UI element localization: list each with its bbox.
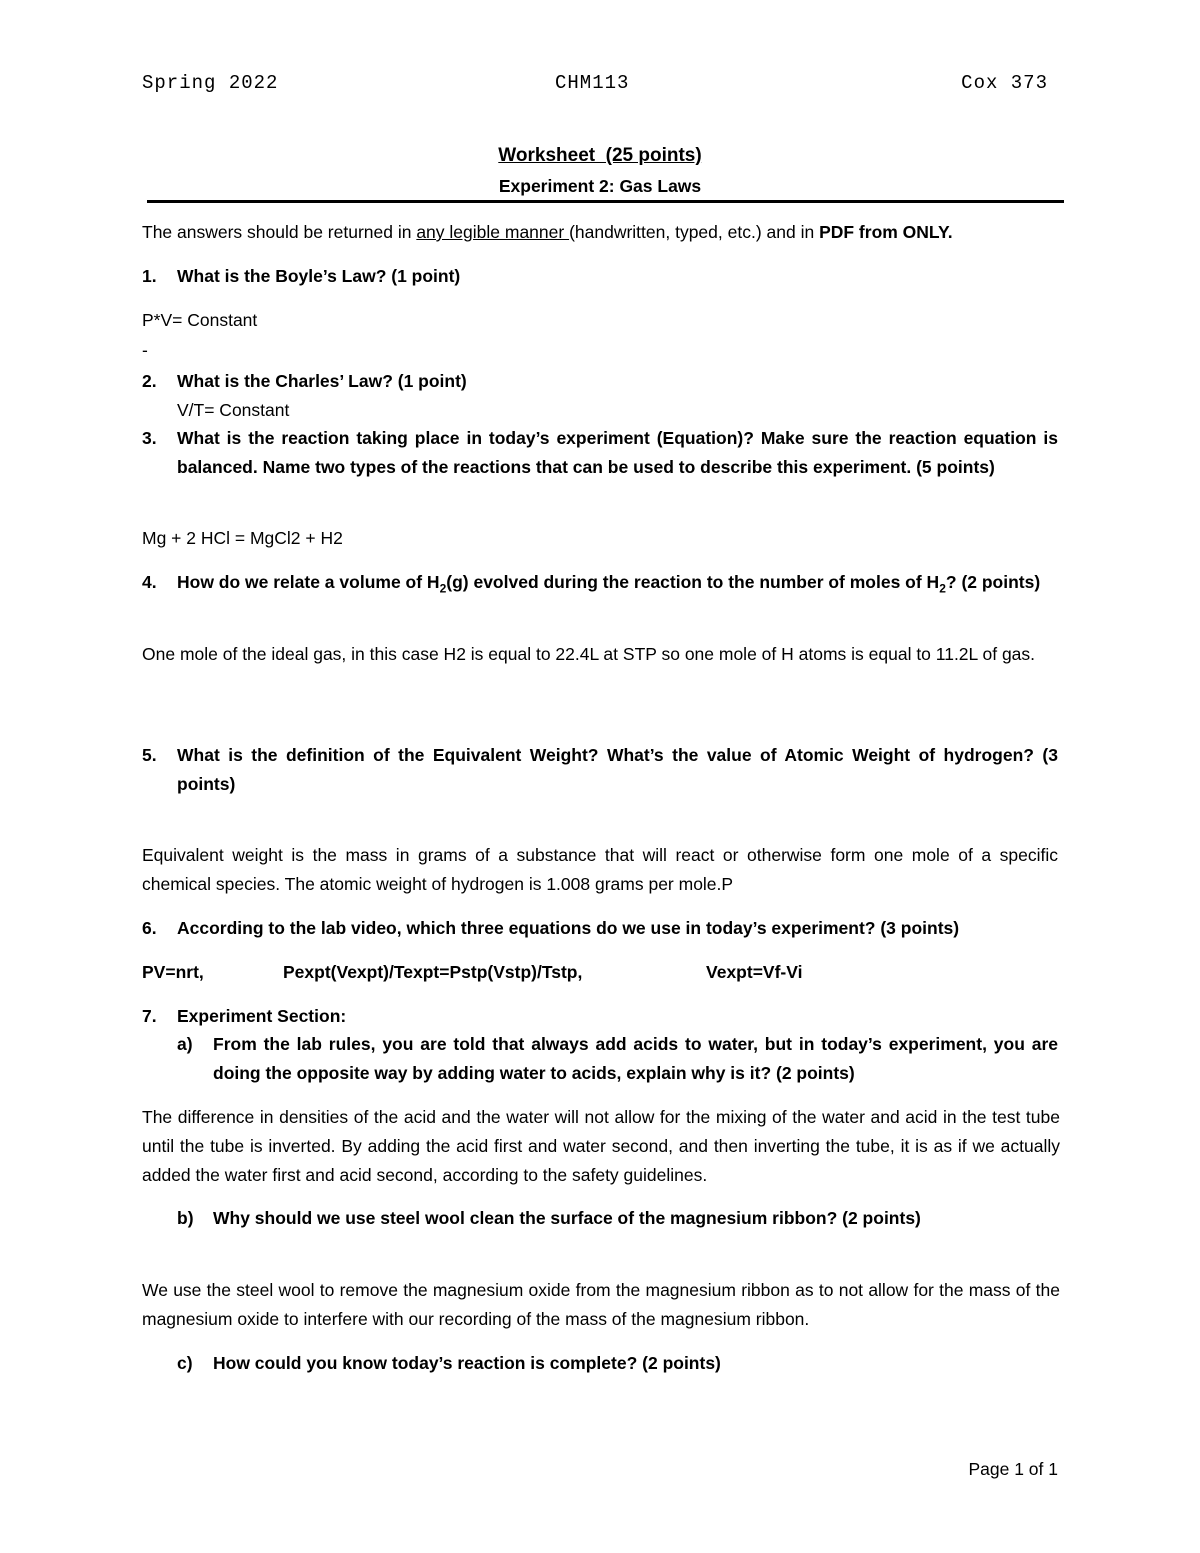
question-4-text: How do we relate a volume of H xyxy=(177,572,440,592)
header-room: Cox 373 xyxy=(961,72,1048,94)
question-number: 4. xyxy=(142,572,157,592)
question-1: What is the Boyle’s Law? (1 point) xyxy=(177,266,461,286)
subscript: 2 xyxy=(439,581,447,596)
instructions xyxy=(142,218,953,247)
instructions-text-2: (handwritten, typed, etc.) and in xyxy=(569,222,820,242)
answer-4: One mole of the ideal gas, in this case H2 is equal to 22.4L at STP so one mole of H atoms is equal to 11.2L of gas. xyxy=(142,644,1036,664)
page-title: Worksheet (25 points) xyxy=(498,145,702,166)
equation-1: PV=nrt, xyxy=(142,962,204,982)
question-4 xyxy=(177,568,1058,604)
subquestion-b: Why should we use steel wool clean the surface of the magnesium ribbon? (2 points) xyxy=(213,1208,921,1228)
answer-7a: The difference in densities of the acid and the water will not allow for the mixing of the water and acid in the test tube until the tube is inverted. By adding the acid first and water second, and then inverting the tube, it is as if we actually added the water first and acid second, according to the safety guidelines. xyxy=(142,1107,1060,1185)
header-course: CHM113 xyxy=(555,72,630,94)
instructions-bold: PDF from ONLY. xyxy=(819,222,953,242)
subquestion-a: From the lab rules, you are told that always add acids to water, but in today’s experiment, you are doing the opposite way by adding water to acids, explain why is it? (2 points) xyxy=(213,1034,1058,1083)
equation-2: Pexpt(Vexpt)/Texpt=Pstp(Vstp)/Tstp, xyxy=(283,962,583,982)
title-divider xyxy=(147,200,1064,203)
subscript: 2 xyxy=(939,581,946,596)
question-3: What is the reaction taking place in today’s experiment (Equation)? Make sure the reaction equation is balanced. Name two types of the reactions that can be used to describe this experiment. (5 points) xyxy=(177,428,1058,477)
answer-5: Equivalent weight is the mass in grams of a substance that will react or otherwise form one mole of a specific chemical species. The atomic weight of hydrogen is 1.008 grams per mole.P xyxy=(142,845,1058,894)
question-number: 6. xyxy=(142,918,157,938)
question-number: 5. xyxy=(142,745,157,765)
subquestion-label: c) xyxy=(177,1353,193,1373)
answer-7b: We use the steel wool to remove the magnesium oxide from the magnesium ribbon as to not allow for the mass of the magnesium oxide to interfere with our recording of the mass of the magnesium ribbon. xyxy=(142,1280,1060,1329)
question-2: What is the Charles’ Law? (1 point) xyxy=(177,371,467,391)
question-number: 7. xyxy=(142,1006,157,1026)
answer-1-extra: - xyxy=(142,340,148,360)
instructions-underlined: any legible manner xyxy=(416,222,570,242)
page-footer: Page 1 of 1 xyxy=(968,1459,1058,1479)
answer-3: Mg + 2 HCl = MgCl2 + H2 xyxy=(142,528,343,548)
header-semester: Spring 2022 xyxy=(142,72,279,94)
page-header xyxy=(142,72,1048,96)
page-subtitle: Experiment 2: Gas Laws xyxy=(498,176,702,196)
equation-3: Vexpt=Vf-Vi xyxy=(706,962,803,982)
question-number: 2. xyxy=(142,371,157,391)
instructions-text: The answers should be returned in xyxy=(142,222,417,242)
question-4-text-3: ? (2 points) xyxy=(945,572,1041,592)
question-7: Experiment Section: xyxy=(177,1006,347,1026)
subquestion-label: a) xyxy=(177,1034,193,1054)
question-6: According to the lab video, which three equations do we use in today’s experiment? (3 points) xyxy=(177,918,960,938)
question-number: 3. xyxy=(142,428,157,448)
question-5: What is the definition of the Equivalent Weight? What’s the value of Atomic Weight of hydrogen? (3 points) xyxy=(177,745,1058,794)
question-number: 1. xyxy=(142,266,157,286)
subquestion-c: How could you know today’s reaction is complete? (2 points) xyxy=(213,1353,721,1373)
subquestion-label: b) xyxy=(177,1208,194,1228)
answer-1: P*V= Constant xyxy=(142,310,258,330)
question-4-text-2: (g) evolved during the reaction to the number of moles of H xyxy=(446,572,940,592)
answer-2: V/T= Constant xyxy=(177,400,290,420)
